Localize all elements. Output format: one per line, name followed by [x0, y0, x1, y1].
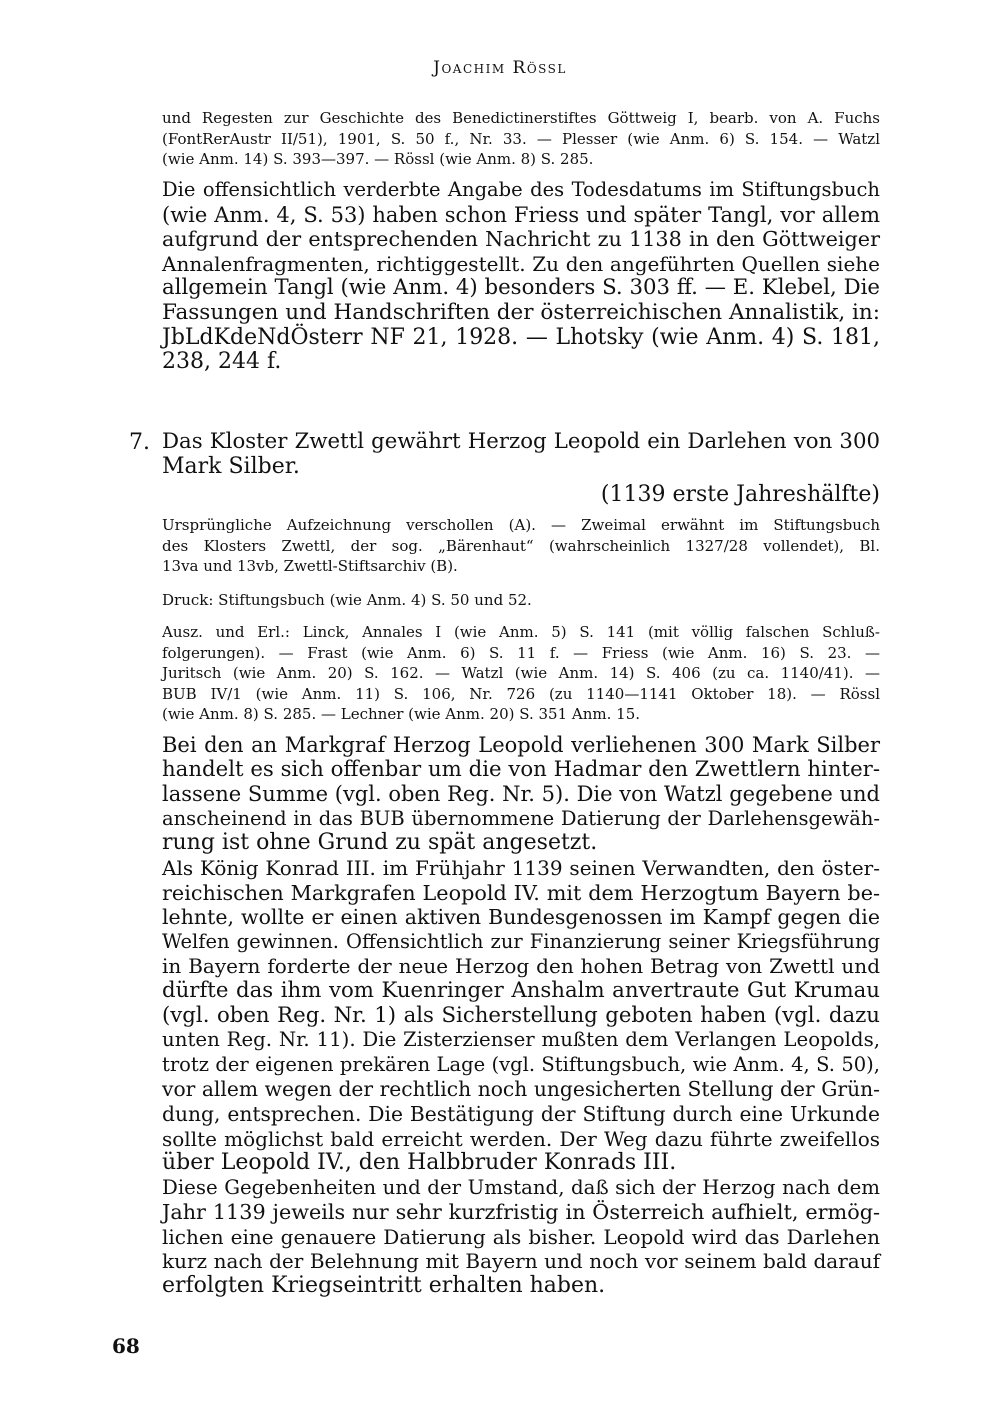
text-line: rung ist ohne Grund zu spät angesetzt. — [162, 830, 598, 856]
text-line: 238, 244 f. — [162, 349, 282, 375]
text-line: sollte möglichst bald erreicht werden. Der Weg dazu führte zweifellos — [162, 1126, 880, 1151]
entry-number: 7. — [129, 430, 150, 455]
note-line: Ursprüngliche Aufzeichnung verschollen (A). — Zweimal erwähnt im Stiftungsbuch — [162, 516, 880, 534]
text-line: Die offensichtlich verderbte Angabe des Todesdatums im Stiftungsbuch — [162, 178, 880, 201]
note-line: (wie Anm. 14) S. 393—397. — Rössl (wie Anm. 8) S. 285. — [162, 150, 594, 168]
text-line: Annalenfragmenten, richtiggestellt. Zu den angeführten Quellen siehe — [162, 251, 880, 276]
text-line: anscheinend in das BUB übernommene Datierung der Darlehensgewäh- — [162, 806, 880, 830]
paragraph — [162, 856, 880, 1176]
text-line: in Bayern forderte der neue Herzog den hohen Betrag von Zwettl und — [162, 954, 880, 979]
title-line: Das Kloster Zwettl gewährt Herzog Leopold ein Darlehen von 300 — [162, 429, 880, 454]
ausz-note — [162, 622, 880, 725]
note-line: und Regesten zur Geschichte des Benedictinerstiftes Göttweig I, bearb. von A. Fuchs — [162, 109, 880, 127]
text-line: lassene Summe (vgl. oben Reg. Nr. 5). Die von Watzl gegebene und — [162, 782, 880, 807]
note-line: BUB IV/1 (wie Anm. 11) S. 106, Nr. 726 (zu 1140—1141 Oktober 18). — Rössl — [162, 684, 880, 703]
note-line: des Klosters Zwettl, der sog. „Bärenhaut“ (wahrscheinlich 1327/28 vollendet), Bl. — [162, 536, 880, 555]
title-line: Mark Silber. — [162, 453, 300, 479]
text-line: kurz nach der Belehnung mit Bayern und noch vor seinem bald darauf — [162, 1249, 880, 1274]
note-line: 13va und 13vb, Zwettl-Stiftsarchiv (B). — [162, 557, 458, 575]
text-line: unten Reg. Nr. 11). Die Zisterzienser mußten dem Verlangen Leopolds, — [162, 1028, 880, 1052]
text-line: lichen eine genauere Datierung als bisher. Leopold wird das Darlehen — [162, 1224, 880, 1249]
note-line: Juritsch (wie Anm. 20) S. 162. — Watzl (wie Anm. 14) S. 406 (zu ca. 1140/41). — — [162, 664, 880, 682]
note-line: Druck: Stiftungsbuch (wie Anm. 4) S. 50 und 52. — [162, 591, 532, 609]
text-line: Als König Konrad III. im Frühjahr 1139 seinen Verwandten, den öster- — [162, 855, 880, 880]
text-line: handelt es sich offenbar um die von Hadmar den Zwettlern hinter- — [162, 756, 880, 782]
paragraph — [162, 1176, 880, 1299]
note-line: (FontRerAustr II/51), 1901, S. 50 f., Nr. 33. — Plesser (wie Anm. 6) S. 154. — Watzl — [162, 129, 880, 148]
text-line: (vgl. oben Reg. Nr. 1) als Sicherstellung geboten haben (vgl. dazu — [162, 1002, 880, 1028]
page-number: 68 — [112, 1334, 140, 1358]
note-line: folgerungen). — Frast (wie Anm. 6) S. 11 f. — Friess (wie Anm. 16) S. 23. — — [162, 643, 880, 662]
text-line: dung, entsprechen. Die Bestätigung der Stiftung durch eine Urkunde — [162, 1101, 880, 1126]
note-line: (wie Anm. 8) S. 285. — Lechner (wie Anm. 20) S. 351 Anm. 15. — [162, 705, 641, 723]
note-top — [162, 108, 880, 170]
tradition-note — [162, 515, 880, 577]
text-line: allgemein Tangl (wie Anm. 4) besonders S. 303 ff. — E. Klebel, Die — [162, 275, 880, 301]
entry-date: (1139 erste Jahreshälfte) — [600, 482, 880, 507]
running-header: Joachim Rössl — [433, 58, 567, 78]
body-text — [162, 733, 880, 1299]
text-line: Bei den an Markgraf Herzog Leopold verliehenen 300 Mark Silber — [162, 733, 880, 757]
entry-title — [162, 430, 880, 479]
druck-note — [162, 590, 880, 611]
paragraph — [162, 733, 880, 856]
text-line: Jahr 1139 jeweils nur sehr kurzfristig in Österreich aufhielt, ermög- — [162, 1200, 880, 1225]
paragraph-top — [162, 178, 880, 375]
text-line: lehnte, wollte er einen aktiven Bundesgenossen im Kampf gegen die — [162, 905, 880, 930]
text-line: trotz der eigenen prekären Lage (vgl. Stiftungsbuch, wie Anm. 4, S. 50), — [162, 1052, 880, 1076]
text-line: Welfen gewinnen. Offensichtlich zur Finanzierung seiner Kriegsführung — [162, 929, 880, 953]
text-line: aufgrund der entsprechenden Nachricht zu 1138 in den Göttweiger — [162, 227, 880, 252]
text-line: erfolgten Kriegseintritt erhalten haben. — [162, 1273, 606, 1299]
text-line: (wie Anm. 4, S. 53) haben schon Friess und später Tangl, vor allem — [162, 202, 880, 227]
text-line: Fassungen und Handschriften der österreichischen Annalistik, in: — [162, 299, 880, 325]
text-line: über Leopold IV., den Halbbruder Konrads III. — [162, 1150, 677, 1176]
note-line: Ausz. und Erl.: Linck, Annales I (wie Anm. 5) S. 141 (mit völlig falschen Schluß- — [162, 623, 880, 641]
text-line: dürfte das ihm vom Kuenringer Anshalm anvertraute Gut Krumau — [162, 977, 880, 1003]
text-line: Diese Gegebenheiten und der Umstand, daß sich der Herzog nach dem — [162, 1175, 880, 1199]
text-line: vor allem wegen der rechtlich noch ungesicherten Stellung der Grün- — [162, 1077, 880, 1102]
text-line: reichischen Markgrafen Leopold IV. mit dem Herzogtum Bayern be- — [162, 880, 880, 905]
text-line: JbLdKdeNdÖsterr NF 21, 1928. — Lhotsky (wie Anm. 4) S. 181, — [162, 324, 880, 350]
